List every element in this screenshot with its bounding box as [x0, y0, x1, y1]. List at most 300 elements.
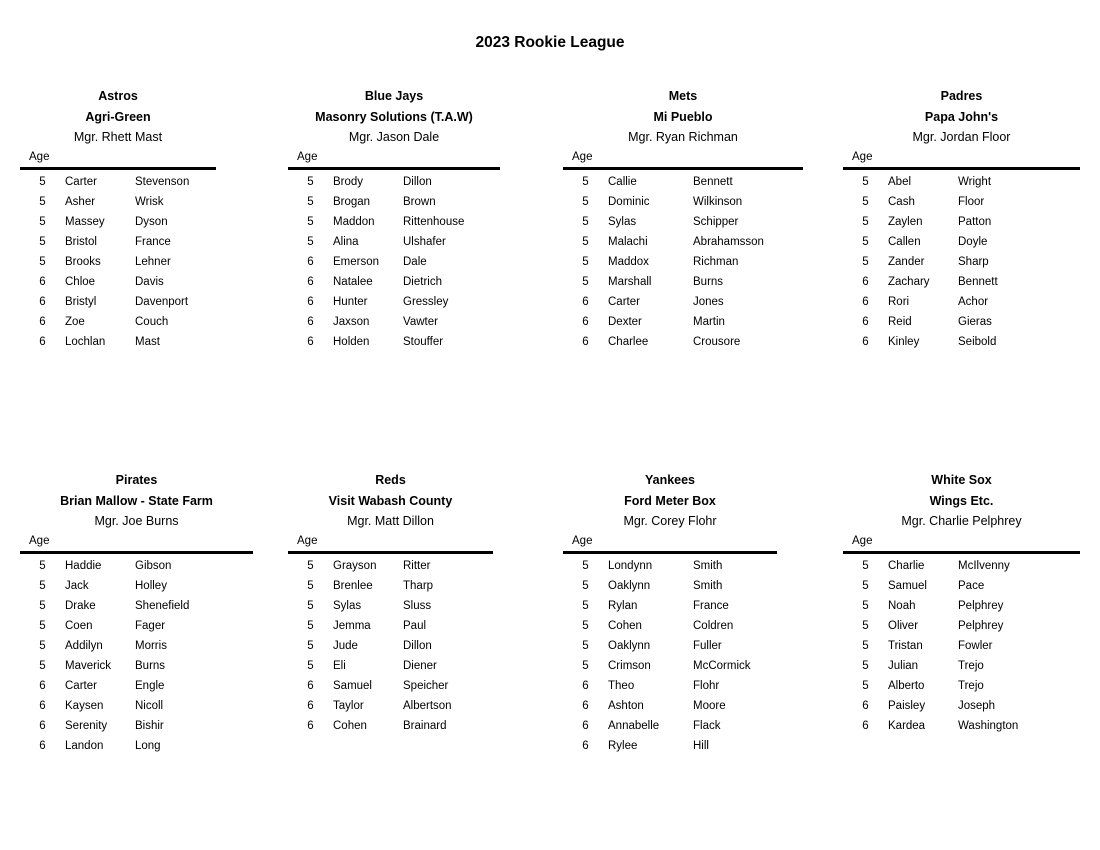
team-sponsor: Visit Wabash County: [328, 493, 453, 508]
player-age: 5: [307, 599, 314, 612]
team-manager: Mgr. Corey Flohr: [623, 514, 717, 528]
player-row: [843, 576, 1080, 596]
player-last-name: Pelphrey: [958, 599, 1004, 612]
player-first-name: Kardea: [888, 719, 926, 732]
player-last-name: Long: [135, 739, 161, 752]
player-row: [563, 616, 777, 636]
page-title: 2023 Rookie League: [475, 34, 625, 51]
player-row: [20, 696, 253, 716]
team-name: Astros: [98, 89, 138, 103]
player-age: 5: [862, 639, 869, 652]
player-age: 5: [862, 579, 869, 592]
team-name: Reds: [375, 473, 406, 487]
player-first-name: Coen: [65, 619, 93, 632]
roster-table: [288, 172, 500, 352]
player-age: 5: [862, 599, 869, 612]
roster-table: [563, 556, 777, 756]
team-name: Mets: [668, 89, 698, 103]
player-first-name: Jude: [333, 639, 358, 652]
player-row: [843, 556, 1080, 576]
player-last-name: Fowler: [958, 639, 993, 652]
player-last-name: Morris: [135, 639, 167, 652]
player-row: [288, 332, 500, 352]
player-last-name: Rittenhouse: [403, 215, 465, 228]
player-first-name: Theo: [608, 679, 635, 692]
player-age: 5: [862, 195, 869, 208]
age-column-header: Age: [843, 532, 1080, 554]
player-last-name: France: [693, 599, 729, 612]
player-row: [20, 736, 253, 756]
player-age: 6: [862, 275, 869, 288]
player-last-name: Fager: [135, 619, 166, 632]
player-last-name: Sharp: [958, 255, 989, 268]
player-row: [563, 596, 777, 616]
player-first-name: Carter: [608, 295, 640, 308]
player-row: [563, 576, 777, 596]
team-sponsor: Papa John's: [924, 109, 999, 124]
player-first-name: Noah: [888, 599, 916, 612]
player-last-name: Gieras: [958, 315, 992, 328]
player-first-name: Maddox: [608, 255, 649, 268]
player-last-name: Stouffer: [403, 335, 444, 348]
player-age: 6: [582, 719, 589, 732]
player-age: 6: [307, 295, 314, 308]
player-row: [563, 716, 777, 736]
player-first-name: Chloe: [65, 275, 96, 288]
player-first-name: Rylan: [608, 599, 638, 612]
roster-table: [288, 556, 493, 736]
player-age: 5: [39, 659, 46, 672]
player-last-name: Brown: [403, 195, 436, 208]
player-last-name: Joseph: [958, 699, 996, 712]
player-last-name: Sluss: [403, 599, 432, 612]
player-row: [288, 596, 493, 616]
player-row: [563, 636, 777, 656]
player-row: [563, 232, 803, 252]
player-row: [843, 636, 1080, 656]
player-age: 5: [307, 195, 314, 208]
age-column-header: Age: [563, 148, 803, 170]
player-age: 5: [862, 619, 869, 632]
player-age: 6: [582, 679, 589, 692]
player-age: 5: [39, 215, 46, 228]
player-first-name: Kaysen: [65, 699, 104, 712]
team-name: Padres: [940, 89, 983, 103]
player-age: 6: [39, 679, 46, 692]
player-last-name: Davis: [135, 275, 164, 288]
player-row: [843, 716, 1080, 736]
roster-table: [563, 172, 803, 352]
player-first-name: Serenity: [65, 719, 108, 732]
player-first-name: Londynn: [608, 559, 653, 572]
player-last-name: Brainard: [403, 719, 447, 732]
player-row: [843, 232, 1080, 252]
player-age: 6: [39, 295, 46, 308]
player-row: [563, 332, 803, 352]
player-first-name: Cohen: [608, 619, 642, 632]
player-age: 5: [307, 639, 314, 652]
player-row: [20, 192, 216, 212]
player-age: 5: [862, 679, 869, 692]
player-last-name: Flohr: [693, 679, 720, 692]
player-last-name: Washington: [958, 719, 1019, 732]
team-card-reds: [288, 470, 493, 736]
player-first-name: Dexter: [608, 315, 642, 328]
team-name: Blue Jays: [364, 89, 424, 103]
player-age: 5: [307, 215, 314, 228]
player-last-name: Jones: [693, 295, 724, 308]
player-age: 5: [582, 255, 589, 268]
player-row: [843, 252, 1080, 272]
player-first-name: Alberto: [888, 679, 925, 692]
player-first-name: Reid: [888, 315, 912, 328]
player-age: 5: [39, 599, 46, 612]
player-first-name: Grayson: [333, 559, 377, 572]
player-row: [843, 332, 1080, 352]
roster-table: [20, 172, 216, 352]
player-row: [20, 172, 216, 192]
player-first-name: Drake: [65, 599, 96, 612]
player-row: [288, 212, 500, 232]
player-row: [843, 312, 1080, 332]
player-first-name: Sylas: [333, 599, 362, 612]
player-age: 5: [862, 215, 869, 228]
player-row: [843, 676, 1080, 696]
player-row: [20, 596, 253, 616]
player-last-name: Smith: [693, 559, 723, 572]
team-name: Yankees: [644, 473, 696, 487]
player-first-name: Dominic: [608, 195, 650, 208]
player-age: 6: [39, 315, 46, 328]
player-first-name: Marshall: [608, 275, 652, 288]
player-row: [843, 696, 1080, 716]
player-first-name: Rylee: [608, 739, 638, 752]
team-sponsor: Masonry Solutions (T.A.W): [315, 109, 473, 124]
team-card-mets: [563, 86, 803, 352]
player-age: 6: [39, 719, 46, 732]
player-age: 5: [307, 175, 314, 188]
player-age: 6: [307, 719, 314, 732]
player-last-name: Crousore: [693, 335, 741, 348]
player-age: 5: [39, 175, 46, 188]
player-age: 6: [307, 315, 314, 328]
player-row: [20, 212, 216, 232]
player-row: [20, 616, 253, 636]
team-card-blue-jays: [288, 86, 500, 352]
player-last-name: Ulshafer: [403, 235, 446, 248]
player-first-name: Massey: [65, 215, 105, 228]
player-last-name: Burns: [135, 659, 166, 672]
player-row: [288, 656, 493, 676]
player-last-name: Wright: [958, 175, 992, 188]
player-age: 5: [862, 559, 869, 572]
player-last-name: Dietrich: [403, 275, 442, 288]
player-age: 6: [582, 739, 589, 752]
player-first-name: Maverick: [65, 659, 112, 672]
player-row: [563, 252, 803, 272]
player-last-name: Flack: [693, 719, 721, 732]
team-sponsor: Brian Mallow - State Farm: [60, 493, 213, 508]
player-row: [843, 656, 1080, 676]
team-manager: Mgr. Jordan Floor: [912, 130, 1011, 144]
player-row: [563, 272, 803, 292]
player-first-name: Bristyl: [65, 295, 97, 308]
player-age: 5: [307, 659, 314, 672]
player-first-name: Natalee: [333, 275, 373, 288]
player-age: 6: [862, 295, 869, 308]
player-age: 6: [307, 275, 314, 288]
player-last-name: Gibson: [135, 559, 172, 572]
player-row: [563, 656, 777, 676]
player-first-name: Jack: [65, 579, 89, 592]
player-last-name: Fuller: [693, 639, 722, 652]
player-age: 5: [582, 215, 589, 228]
player-row: [20, 556, 253, 576]
player-age: 5: [307, 235, 314, 248]
player-age: 6: [862, 719, 869, 732]
player-age: 6: [862, 699, 869, 712]
roster-table: [843, 172, 1080, 352]
player-last-name: Burns: [693, 275, 724, 288]
player-last-name: Bishir: [135, 719, 164, 732]
player-row: [20, 636, 253, 656]
player-row: [20, 332, 216, 352]
player-row: [563, 696, 777, 716]
player-age: 6: [39, 275, 46, 288]
player-first-name: Oaklynn: [608, 579, 651, 592]
team-sponsor: Agri-Green: [85, 109, 151, 124]
team-sponsor: Ford Meter Box: [624, 493, 716, 508]
age-column-header: Age: [843, 148, 1080, 170]
player-last-name: Abrahamsson: [693, 235, 764, 248]
player-first-name: Samuel: [333, 679, 372, 692]
player-first-name: Holden: [333, 335, 370, 348]
player-row: [288, 312, 500, 332]
team-manager: Mgr. Joe Burns: [94, 514, 179, 528]
player-last-name: Stevenson: [135, 175, 190, 188]
player-last-name: Dyson: [135, 215, 168, 228]
player-last-name: Tharp: [403, 579, 434, 592]
team-card-padres: [843, 86, 1080, 352]
player-last-name: Lehner: [135, 255, 171, 268]
player-last-name: Dale: [403, 255, 427, 268]
player-age: 5: [582, 619, 589, 632]
player-age: 6: [582, 295, 589, 308]
player-last-name: Coldren: [693, 619, 734, 632]
player-row: [563, 676, 777, 696]
player-last-name: Gressley: [403, 295, 449, 308]
player-age: 5: [307, 619, 314, 632]
player-last-name: Bennett: [693, 175, 733, 188]
player-row: [843, 172, 1080, 192]
player-age: 5: [39, 235, 46, 248]
team-name: White Sox: [931, 473, 992, 487]
player-first-name: Brenlee: [333, 579, 373, 592]
player-row: [20, 312, 216, 332]
player-first-name: Malachi: [608, 235, 648, 248]
player-last-name: Speicher: [403, 679, 449, 692]
player-row: [20, 716, 253, 736]
player-row: [843, 192, 1080, 212]
player-row: [288, 616, 493, 636]
player-last-name: Diener: [403, 659, 437, 672]
player-row: [288, 556, 493, 576]
player-last-name: Dillon: [403, 639, 432, 652]
player-age: 6: [39, 739, 46, 752]
player-age: 6: [39, 699, 46, 712]
age-column-header: Age: [288, 532, 493, 554]
player-row: [288, 576, 493, 596]
player-age: 5: [582, 175, 589, 188]
player-row: [563, 292, 803, 312]
player-age: 6: [307, 679, 314, 692]
player-age: 5: [582, 659, 589, 672]
player-last-name: Albertson: [403, 699, 452, 712]
player-last-name: McIlvenny: [958, 559, 1010, 572]
player-first-name: Zachary: [888, 275, 930, 288]
player-first-name: Lochlan: [65, 335, 106, 348]
team-manager: Mgr. Matt Dillon: [347, 514, 434, 528]
player-last-name: Trejo: [958, 659, 984, 672]
player-last-name: Pace: [958, 579, 985, 592]
player-age: 5: [582, 579, 589, 592]
player-first-name: Cohen: [333, 719, 367, 732]
player-last-name: Davenport: [135, 295, 189, 308]
player-age: 5: [862, 175, 869, 188]
player-last-name: Smith: [693, 579, 723, 592]
player-row: [563, 556, 777, 576]
player-row: [288, 252, 500, 272]
player-first-name: Oaklynn: [608, 639, 651, 652]
player-age: 5: [39, 559, 46, 572]
player-first-name: Zander: [888, 255, 925, 268]
player-age: 5: [582, 639, 589, 652]
player-last-name: Bennett: [958, 275, 998, 288]
team-card-pirates: [20, 470, 253, 756]
player-age: 5: [582, 599, 589, 612]
player-row: [843, 616, 1080, 636]
age-column-header: Age: [20, 148, 216, 170]
player-age: 5: [39, 639, 46, 652]
player-age: 6: [862, 315, 869, 328]
roster-table: [20, 556, 253, 756]
player-first-name: Jaxson: [333, 315, 370, 328]
player-row: [288, 676, 493, 696]
player-age: 6: [39, 335, 46, 348]
team-manager: Mgr. Charlie Pelphrey: [901, 514, 1022, 528]
player-row: [843, 292, 1080, 312]
player-first-name: Abel: [888, 175, 912, 188]
player-first-name: Maddon: [333, 215, 375, 228]
player-last-name: Vawter: [403, 315, 438, 328]
player-age: 5: [39, 619, 46, 632]
player-first-name: Carter: [65, 175, 97, 188]
player-last-name: Schipper: [693, 215, 739, 228]
player-row: [288, 272, 500, 292]
player-last-name: Paul: [403, 619, 427, 632]
player-first-name: Zoe: [65, 315, 85, 328]
player-row: [288, 192, 500, 212]
player-first-name: Haddie: [65, 559, 102, 572]
player-first-name: Cash: [888, 195, 915, 208]
player-last-name: Seibold: [958, 335, 997, 348]
player-row: [20, 656, 253, 676]
team-sponsor: Wings Etc.: [929, 493, 994, 508]
player-row: [843, 272, 1080, 292]
player-first-name: Emerson: [333, 255, 380, 268]
player-last-name: Patton: [958, 215, 992, 228]
player-first-name: Alina: [333, 235, 359, 248]
player-age: 5: [582, 195, 589, 208]
player-last-name: Martin: [693, 315, 725, 328]
player-first-name: Landon: [65, 739, 104, 752]
player-age: 5: [39, 579, 46, 592]
player-row: [20, 676, 253, 696]
player-first-name: Taylor: [333, 699, 364, 712]
age-column-header: Age: [563, 532, 777, 554]
player-row: [288, 232, 500, 252]
player-row: [20, 272, 216, 292]
player-age: 6: [307, 699, 314, 712]
player-first-name: Kinley: [888, 335, 920, 348]
player-row: [563, 212, 803, 232]
player-age: 6: [582, 315, 589, 328]
player-first-name: Brogan: [333, 195, 371, 208]
player-first-name: Oliver: [888, 619, 919, 632]
player-age: 6: [307, 335, 314, 348]
player-first-name: Brody: [333, 175, 364, 188]
player-row: [20, 292, 216, 312]
player-last-name: France: [135, 235, 171, 248]
player-last-name: Mast: [135, 335, 160, 348]
player-first-name: Paisley: [888, 699, 926, 712]
player-first-name: Crimson: [608, 659, 651, 672]
player-age: 5: [862, 659, 869, 672]
team-manager: Mgr. Rhett Mast: [73, 130, 163, 144]
player-last-name: Pelphrey: [958, 619, 1004, 632]
age-column-header: Age: [288, 148, 500, 170]
player-age: 5: [307, 579, 314, 592]
player-row: [563, 172, 803, 192]
player-age: 5: [862, 255, 869, 268]
player-first-name: Callen: [888, 235, 921, 248]
player-age: 6: [582, 699, 589, 712]
player-row: [563, 312, 803, 332]
team-card-astros: [20, 86, 216, 352]
player-first-name: Rori: [888, 295, 910, 308]
player-last-name: Engle: [135, 679, 165, 692]
player-age: 5: [582, 559, 589, 572]
player-last-name: Nicoll: [135, 699, 164, 712]
player-last-name: Doyle: [958, 235, 988, 248]
player-age: 5: [582, 275, 589, 288]
player-row: [843, 212, 1080, 232]
player-last-name: Achor: [958, 295, 989, 308]
player-last-name: Trejo: [958, 679, 984, 692]
team-name: Pirates: [115, 473, 158, 487]
player-first-name: Callie: [608, 175, 637, 188]
player-first-name: Brooks: [65, 255, 101, 268]
player-first-name: Hunter: [333, 295, 368, 308]
player-first-name: Carter: [65, 679, 97, 692]
player-last-name: Moore: [693, 699, 726, 712]
team-card-yankees: [563, 470, 777, 756]
roster-table: [843, 556, 1080, 736]
player-last-name: Dillon: [403, 175, 432, 188]
team-card-white-sox: [843, 470, 1080, 736]
player-row: [288, 292, 500, 312]
player-first-name: Sylas: [608, 215, 637, 228]
